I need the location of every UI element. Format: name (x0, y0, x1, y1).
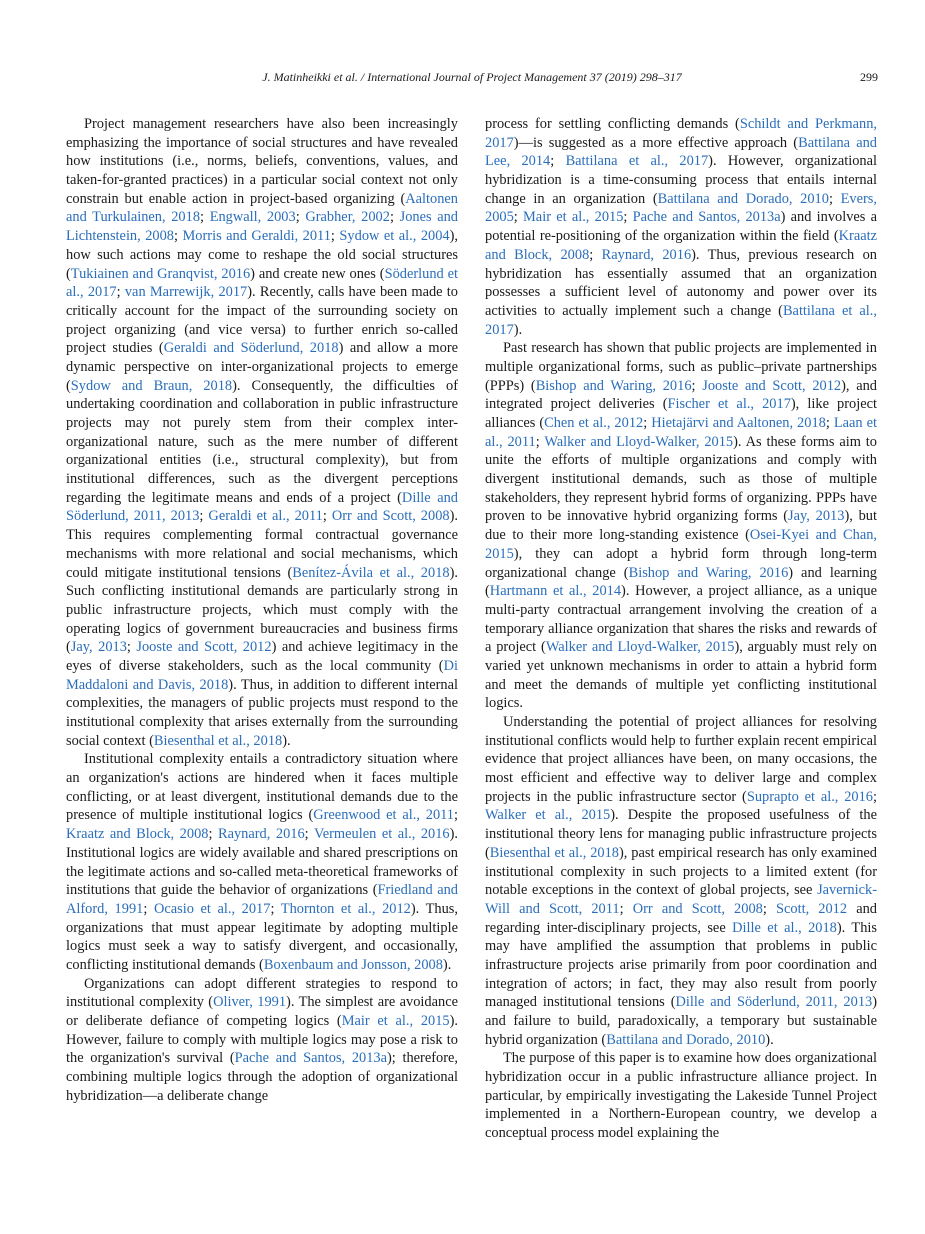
citation-link[interactable]: Schildt and Perkmann, 2017 (485, 116, 877, 151)
citation-link[interactable]: van Marrewijk, 2017 (124, 284, 248, 301)
body-text: )—is suggested as a more effective approach ( (513, 134, 799, 151)
body-text: ). As these forms aim to unite the efforts of multiple organizations and comply with divergent institutional demands, such as those of multiple stakeholders, they represent hybrid forms of organizing. PPPs have proven to be innovative hybrid organizing forms ( (485, 433, 877, 525)
body-text: ), how such actions may come to reshape the old social structures ( (66, 228, 459, 282)
body-text: ). This may have amplified the assumption that problems in public infrastructure projects arise primarily from poor coordination and integration of actors; in fact, they may also result from poorly managed institutional tensions ( (485, 919, 877, 1011)
body-text: ). Recently, calls have been made to critically account for the impact of the surrounding society on project organizing (and vice versa) to further enrich so-called project studies ( (66, 284, 458, 357)
body-text: ). Institutional logics are widely available and shared prescriptions on the legitimate actions and so-called meta-theoretical frameworks of institutions that guide the behavior of organizations ( (66, 826, 459, 899)
body-text: ). This requires complementing formal contractual governance mechanisms with more relational and social mechanisms, which could mitigate institutional tensions ( (66, 508, 458, 581)
body-text: ; (589, 246, 602, 263)
citation-link[interactable]: Battilana and Lee, 2014 (485, 134, 877, 170)
citation-link[interactable]: Sydow et al., 2004 (339, 228, 450, 245)
body-text: ; (389, 209, 400, 226)
body-text: ; (116, 284, 125, 301)
paragraph (485, 115, 877, 339)
body-text: Project management researchers have also been increasingly emphasizing the importance of social structures and have revealed how institutions (i.e., norms, beliefs, conventions, values, and taken-for-granted practices) in a particular social context not only constrain but enable action in project-based organizing ( (66, 116, 458, 207)
citation-link[interactable]: Pache and Santos, 2013a (234, 1050, 387, 1067)
body-text: ). However, a project alliance, as a unique multi-party contractual arrangement involving the creation of a temporary alliance organization that shares the risks and rewards of a project ( (485, 583, 877, 656)
body-text: ; (208, 826, 218, 843)
body-text: Past research has shown that public projects are implemented in multiple organizational forms, such as public–private partnerships (PPPs) ( (485, 340, 877, 394)
body-text: ). Thus, previous research on hybridization has essentially assumed that an organization possesses a sufficient level of autonomy and power over its activities to actually implement such a change ( (485, 246, 877, 319)
citation-link[interactable]: Javernick-Will and Scott, 2011 (485, 882, 877, 917)
citation-link[interactable]: Mair et al., 2015 (341, 1013, 450, 1029)
body-text: ; (623, 209, 633, 226)
left-column (66, 115, 458, 1105)
citation-link[interactable]: Sydow and Braun, 2018 (70, 377, 233, 394)
citation-link[interactable]: Mair et al., 2015 (523, 209, 624, 226)
body-text: ; (199, 508, 209, 525)
body-text: ; (513, 209, 524, 226)
citation-link[interactable]: Friedland and Alford, 1991 (66, 882, 459, 917)
body-text: ) and achieve legitimacy in the eyes of diverse stakeholders, such as the local community ( (66, 639, 458, 674)
paragraph (485, 1049, 877, 1142)
body-text: ). (442, 956, 452, 973)
citation-link[interactable]: Biesenthal et al., 2018 (489, 844, 620, 861)
citation-link[interactable]: Greenwood et al., 2011 (313, 807, 454, 824)
body-text: ; (126, 639, 137, 656)
citation-link[interactable]: Battilana and Dorado, 2010 (657, 190, 829, 207)
body-text: ); therefore, combining multiple logics through the adoption of organizational hybridization—a deliberate change (66, 1050, 458, 1104)
body-text: ; (304, 826, 314, 843)
citation-link[interactable]: Geraldi et al., 2011 (208, 508, 323, 525)
page-number: 299 (860, 70, 878, 84)
citation-link[interactable]: Boxenbaum and Jonsson, 2008 (263, 956, 443, 973)
journal-citation: J. Matinheikki et al. / International Journal of Project Management 37 (2019) 298–317 (262, 70, 682, 84)
body-text: ). Consequently, the difficulties of undertaking coordination and collaboration in public infrastructure projects may not purely stem from their complex inter-organizational nature, such as the mere number of different organizational entities (i.e., structural complexity), but from institutional differences, such as the divergent perceptions regarding the legitimate means and ends of a project ( (66, 377, 458, 506)
body-text: ; (330, 228, 340, 245)
body-text: ; (200, 209, 210, 226)
body-text: ) and create new ones ( (250, 265, 385, 282)
citation-link[interactable]: Bishop and Waring, 2016 (628, 564, 789, 581)
body-text: ). (513, 321, 523, 338)
citation-link[interactable]: Raynard, 2016 (218, 826, 305, 843)
body-text: ; (535, 433, 545, 450)
body-text: ), but due to their more long-standing existence ( (485, 508, 877, 544)
citation-link[interactable]: Chen et al., 2012 (544, 415, 644, 431)
body-text: ; (691, 377, 703, 394)
citation-link[interactable]: Raynard, 2016 (601, 246, 692, 263)
body-text: Understanding the potential of project alliances for resolving institutional conflicts would help to further explain recent empirical evidence that project alliances have been, on many occasions, the most efficient and effective way to deliver large and complex projects in the public infrastructure sector ( (485, 714, 877, 805)
citation-link[interactable]: Orr and Scott, 2008 (632, 900, 763, 917)
body-text: Institutional complexity entails a contradictory situation where an organization's actions are hindered when it faces multiple conflicting, or at least divergent, institutional demands due to the presence of multiple institutional logics ( (66, 751, 458, 824)
citation-link[interactable]: Vermeulen et al., 2016 (313, 826, 450, 843)
citation-link[interactable]: Evers, 2005 (485, 190, 877, 226)
body-text: ; (873, 788, 877, 805)
citation-link[interactable]: Scott, 2012 (775, 900, 848, 917)
citation-link[interactable]: Orr and Scott, 2008 (331, 508, 450, 525)
paragraph (485, 339, 877, 713)
body-text: ). However, organizational hybridization is a time-consuming process that entails internal change in an organization ( (485, 153, 877, 207)
body-text: ), they can adopt a hybrid form through long-term organizational change ( (485, 545, 877, 581)
body-text: ) and failure to build, paradoxically, a temporary but sustainable hybrid organization ( (485, 994, 878, 1048)
body-text: ). (765, 1031, 774, 1048)
citation-link[interactable]: Dille and Söderlund, 2011, 2013 (675, 994, 873, 1011)
citation-link[interactable]: Thornton et al., 2012 (280, 900, 411, 917)
citation-link[interactable]: Di Maddaloni and Davis, 2018 (66, 657, 458, 693)
citation-link[interactable]: Biesenthal et al., 2018 (153, 732, 283, 749)
citation-link[interactable]: Battilana and Dorado, 2010 (606, 1031, 766, 1048)
citation-link[interactable]: Ocasio et al., 2017 (153, 900, 271, 917)
body-text: ). Thus, in addition to different internal complexities, the managers of public projects must respond to the institutional complexity that arises externally from the surrounding social context ( (66, 676, 459, 749)
body-text: ). The simplest are avoidance or deliberate defiance of competing logics ( (66, 994, 458, 1029)
body-text: ; (643, 415, 652, 431)
citation-link[interactable]: Kraatz and Block, 2008 (485, 228, 877, 263)
body-text: ; (619, 900, 633, 917)
body-text: ; (270, 900, 281, 917)
citation-link[interactable]: Walker and Lloyd-Walker, 2015 (544, 433, 734, 450)
paragraph (485, 713, 877, 1049)
citation-link[interactable]: Jooste and Scott, 2012 (702, 377, 842, 394)
body-text: ) and learning ( (485, 564, 877, 600)
citation-link[interactable]: Walker and Lloyd-Walker, 2015 (545, 639, 735, 656)
citation-link[interactable]: Fischer et al., 2017 (667, 396, 791, 413)
citation-link[interactable]: Walker et al., 2015 (485, 807, 611, 824)
citation-link[interactable]: Dille and Söderlund, 2011, 2013 (66, 489, 458, 525)
body-text: ). However, failure to comply with multiple logics may pose a risk to the organization's survival ( (66, 1013, 458, 1067)
body-text: ), and integrated project deliveries ( (485, 377, 877, 413)
citation-link[interactable]: Söderlund et al., 2017 (66, 265, 458, 301)
body-text: ; (295, 209, 306, 226)
paragraph (66, 750, 458, 974)
citation-link[interactable]: Battilana et al., 2017 (565, 153, 709, 170)
body-text: Organizations can adopt different strategies to respond to institutional complexity ( (66, 975, 458, 1011)
citation-link[interactable]: Battilana et al., 2017 (485, 302, 877, 338)
citation-link[interactable]: Pache and Santos, 2013a (632, 209, 781, 226)
body-text: ; (143, 900, 154, 917)
citation-link[interactable]: Oliver, 1991 (213, 994, 287, 1011)
running-header (66, 70, 878, 90)
body-text: ). Such conflicting institutional demands are particularly strong in public infrastructure projects, which must comply with the operating logics of government bureaucracies and business firms ( (66, 564, 458, 656)
citation-link[interactable]: Tukiainen and Granqvist, 2016 (70, 265, 251, 282)
citation-link[interactable]: Jay, 2013 (788, 508, 845, 525)
citation-link[interactable]: Aaltonen and Turkulainen, 2018 (66, 190, 458, 226)
paragraph (66, 975, 458, 1106)
body-text: ), like project alliances ( (485, 396, 877, 431)
body-text: ) and involves a potential re-positioning of the organization within the field ( (485, 209, 878, 245)
body-text: ), past empirical research has only examined institutional complexity in such projects to a limited extent (for notable exceptions in the context of global projects, see (485, 844, 877, 899)
citation-link[interactable]: Morris and Geraldi, 2011 (182, 228, 331, 245)
citation-link[interactable]: Jones and Lichtenstein, 2008 (66, 209, 458, 245)
citation-link[interactable]: Laan et al., 2011 (485, 415, 877, 450)
citation-link[interactable]: Engwall, 2003 (209, 209, 296, 226)
body-text: ) and allow a more dynamic perspective on inter-organizational projects to emerge ( (66, 340, 459, 394)
body-text: ; (550, 153, 566, 170)
body-text: ; (322, 508, 332, 525)
citation-link[interactable]: Osei-Kyei and Chan, 2015 (485, 527, 877, 562)
body-text: ), arguably must rely on varied yet unknown mechanisms in order to attain a hybrid form and meet the demands of multiple yet conflicting institutional logics. (485, 639, 877, 712)
body-text: The purpose of this paper is to examine how does organizational hybridization occur in a public infrastructure alliance project. In particular, by empirically investigating the Lakeside Tunnel Project implemented in a Northern-European country, we develop a conceptual process model explaining the (485, 1050, 877, 1142)
citation-link[interactable]: Jooste and Scott, 2012 (136, 639, 272, 656)
citation-link[interactable]: Suprapto et al., 2016 (746, 788, 873, 805)
body-text: and regarding inter-disciplinary projects, see (485, 900, 877, 936)
body-text: ; (762, 900, 776, 917)
body-text: ; (825, 415, 834, 431)
body-text: ; (828, 190, 841, 207)
citation-link[interactable]: Jay, 2013 (70, 639, 127, 656)
citation-link[interactable]: Bishop and Waring, 2016 (535, 377, 692, 394)
citation-link[interactable]: Dille et al., 2018 (732, 919, 837, 936)
body-text: ; (454, 807, 458, 824)
body-text: process for settling conflicting demands ( (485, 116, 740, 132)
citation-link[interactable]: Grabher, 2002 (305, 209, 390, 226)
citation-link[interactable]: Hietajärvi and Aaltonen, 2018 (651, 415, 826, 431)
right-column (485, 115, 877, 1143)
citation-link[interactable]: Geraldi and Söderlund, 2018 (163, 340, 339, 357)
body-text: ; (174, 228, 183, 245)
body-text: ). (282, 732, 291, 749)
body-text: ). Thus, organizations that must appear legitimate by adopting multiple logics must seek a way to satisfy divergent, and occasionally, conflicting institutional demands ( (66, 900, 458, 973)
citation-link[interactable]: Kraatz and Block, 2008 (66, 826, 209, 843)
body-text: ). Despite the proposed usefulness of the institutional theory lens for managing public infrastructure projects ( (485, 807, 878, 861)
citation-link[interactable]: Hartmann et al., 2014 (489, 583, 622, 600)
paragraph (66, 115, 458, 750)
citation-link[interactable]: Benítez-Ávila et al., 2018 (292, 564, 450, 581)
